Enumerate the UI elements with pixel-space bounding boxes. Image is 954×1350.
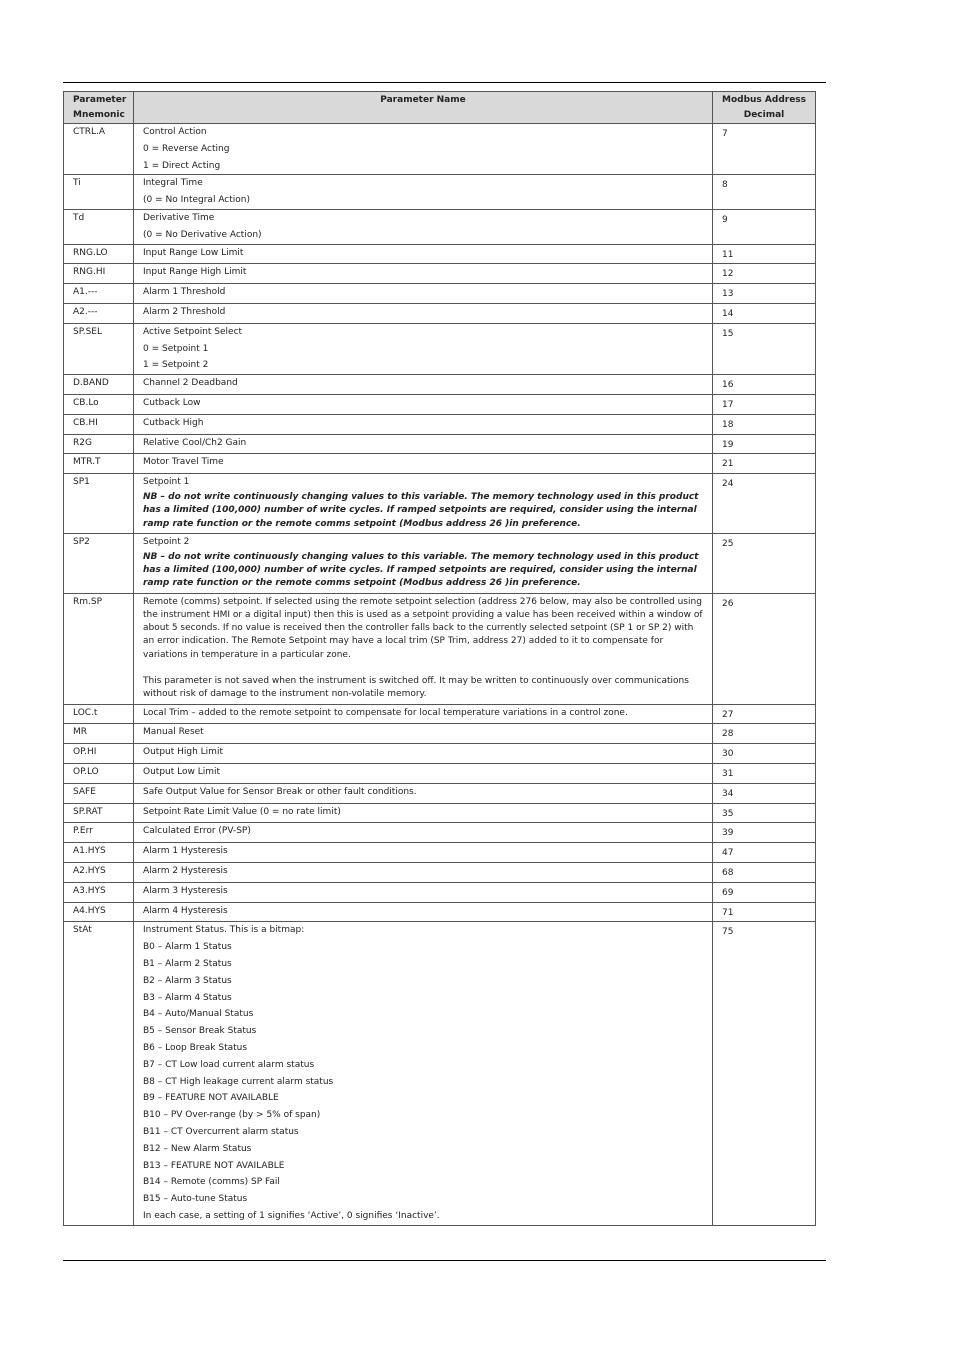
parameter-mnemonic: R2G [64,434,134,454]
table-header-row [64,92,816,124]
modbus-address: 75 [713,922,816,1225]
parameter-name [134,303,713,323]
parameter-mnemonic: SP1 [64,474,134,534]
parameter-name-line: Local Trim – added to the remote setpoint to compensate for local temperature variations in a control zone. [143,707,628,718]
table-row [64,803,816,823]
parameter-mnemonic: CTRL.A [64,124,134,175]
parameter-mnemonic: RNG.LO [64,244,134,264]
parameter-mnemonic: Ti [64,175,134,210]
table-row [64,474,816,534]
parameter-mnemonic: SP2 [64,533,134,593]
parameter-name-line: B7 – CT Low load current alarm status [143,1059,315,1070]
parameter-name-line: Cutback High [143,417,204,428]
parameter-mnemonic: Td [64,209,134,244]
parameter-mnemonic: SAFE [64,783,134,803]
modbus-address: 24 [713,474,816,534]
parameter-description-note: This parameter is not saved when the instrument is switched off. It may be written to continuously over communications without risk of damage to the instrument non-volatile memory. [143,676,689,700]
table-row [64,763,816,783]
table-row [64,882,816,902]
modbus-address: 18 [713,414,816,434]
table-row [64,303,816,323]
header-parameter-name: Parameter Name [134,92,713,124]
table-row [64,244,816,264]
modbus-address: 21 [713,454,816,474]
parameter-name-line: Manual Reset [143,727,204,738]
parameter-mnemonic: RNG.HI [64,264,134,284]
parameter-name-line: 0 = Setpoint 1 [143,343,209,354]
table-row [64,209,816,244]
parameter-name-line: Motor Travel Time [143,457,224,468]
modbus-address: 31 [713,763,816,783]
footer-rule [63,1260,826,1261]
table-row [64,704,816,724]
parameter-name-line: Control Action [143,127,207,137]
modbus-address: 17 [713,394,816,414]
parameter-name-line: Integral Time [143,178,203,189]
parameter-mnemonic: CB.HI [64,414,134,434]
parameter-name-line: B2 – Alarm 3 Status [143,975,232,986]
parameter-name-line: Alarm 1 Hysteresis [143,846,228,857]
table-row [64,922,816,1225]
write-cycle-warning-note: NB – do not write continuously changing values to this variable. The memory technology used in this product has a limited (100,000) number of write cycles. If ramped setpoints are required, consider using the internal ramp rate function or the remote comms setpoint (Modbus address 26 )in preference. [143,551,699,589]
modbus-address: 69 [713,882,816,902]
table-row [64,454,816,474]
parameter-name-line: Active Setpoint Select [143,326,243,337]
parameter-name-line: Cutback Low [143,397,201,408]
parameter-name [134,744,713,764]
parameter-name-line: Output High Limit [143,747,223,758]
parameter-name [134,803,713,823]
parameter-mnemonic: SP.RAT [64,803,134,823]
parameter-name-line: B4 – Auto/Manual Status [143,1009,254,1020]
parameter-name [134,763,713,783]
modbus-address: 39 [713,823,816,843]
parameter-name [134,593,713,704]
table-row [64,593,816,704]
modbus-parameter-table [63,91,816,1226]
parameter-name-line: (0 = No Integral Action) [143,195,251,206]
parameter-name [134,375,713,395]
parameter-mnemonic: OP.HI [64,744,134,764]
modbus-address: 30 [713,744,816,764]
table-row [64,724,816,744]
parameter-name-line: Setpoint 1 [143,477,190,488]
parameter-mnemonic: A1.HYS [64,843,134,863]
parameter-mnemonic: D.BAND [64,375,134,395]
parameter-name-line: Instrument Status. This is a bitmap: [143,925,305,936]
parameter-name [134,394,713,414]
parameter-name-line: B10 – PV Over-range (by > 5% of span) [143,1110,321,1121]
parameter-name-line: (0 = No Derivative Action) [143,229,262,240]
parameter-mnemonic: Rm.SP [64,593,134,704]
parameter-name-line: Alarm 2 Threshold [143,306,226,317]
parameter-name [134,823,713,843]
table-row [64,284,816,304]
parameter-name [134,264,713,284]
modbus-address: 15 [713,323,816,374]
parameter-name-line: 1 = Setpoint 2 [143,360,209,371]
parameter-name [134,783,713,803]
table-row [64,862,816,882]
parameter-name-line: Channel 2 Deadband [143,378,238,389]
modbus-address: 8 [713,175,816,210]
table-row [64,783,816,803]
parameter-mnemonic: A4.HYS [64,902,134,922]
parameter-mnemonic: MTR.T [64,454,134,474]
parameter-name-line: Alarm 1 Threshold [143,287,226,298]
table-row [64,394,816,414]
modbus-address: 14 [713,303,816,323]
parameter-name-line: B11 – CT Overcurrent alarm status [143,1126,299,1137]
table-row [64,843,816,863]
modbus-address: 11 [713,244,816,264]
table-row [64,264,816,284]
table-row [64,533,816,593]
modbus-address: 13 [713,284,816,304]
parameter-name-line: In each case, a setting of 1 signifies ‘Active’, 0 signifies ‘Inactive’. [143,1210,440,1221]
parameter-mnemonic: P.Err [64,823,134,843]
modbus-address: 68 [713,862,816,882]
table-row [64,175,816,210]
parameter-name-line: Setpoint 2 [143,536,190,547]
table-row [64,124,816,175]
parameter-name [134,533,713,593]
parameter-mnemonic: A2.--- [64,303,134,323]
parameter-mnemonic: SP.SEL [64,323,134,374]
parameter-name-line: B8 – CT High leakage current alarm status [143,1076,334,1087]
parameter-name-line: 1 = Direct Acting [143,160,221,171]
parameter-name-line: Relative Cool/Ch2 Gain [143,437,247,448]
parameter-mnemonic: StAt [64,922,134,1225]
parameter-name [134,882,713,902]
header-modbus-address: Modbus Address Decimal [713,92,816,124]
parameter-name-line: B9 – FEATURE NOT AVAILABLE [143,1093,279,1104]
parameter-name-line: Input Range High Limit [143,267,247,278]
table-row [64,323,816,374]
table-row [64,434,816,454]
modbus-address: 35 [713,803,816,823]
modbus-address: 9 [713,209,816,244]
parameter-mnemonic: MR [64,724,134,744]
modbus-address: 12 [713,264,816,284]
parameter-mnemonic: LOC.t [64,704,134,724]
modbus-address: 27 [713,704,816,724]
parameter-name-line: Setpoint Rate Limit Value (0 = no rate limit) [143,806,341,817]
parameter-name [134,284,713,304]
parameter-name [134,124,713,175]
parameter-name [134,704,713,724]
parameter-name-line: Alarm 2 Hysteresis [143,865,228,876]
table-row [64,744,816,764]
parameter-name [134,862,713,882]
parameter-description: Remote (comms) setpoint. If selected using the remote setpoint selection (address 276 below, may also be controlled using the instrument HMI or a digital input) then this is used as a setpoint providing a value has been received within a window of about 5 seconds. If no value is received then the controller falls back to the currently selected setpoint (SP 1 or SP 2) with an error indication. The Remote Setpoint may have a local trim (SP Trim, address 27) added to it to compensate for variations in temperature in a particular zone. [143,596,703,660]
table-row [64,414,816,434]
parameter-name-line: B1 – Alarm 2 Status [143,958,232,969]
parameter-name-line: B14 – Remote (comms) SP Fail [143,1177,280,1188]
parameter-name [134,323,713,374]
parameter-name [134,434,713,454]
parameter-name-line: Calculated Error (PV-SP) [143,826,251,837]
parameter-name [134,902,713,922]
modbus-address: 34 [713,783,816,803]
parameter-mnemonic: OP.LO [64,763,134,783]
parameter-mnemonic: CB.Lo [64,394,134,414]
parameter-name-line: B0 – Alarm 1 Status [143,942,232,953]
parameter-mnemonic: A2.HYS [64,862,134,882]
parameter-name-line: Input Range Low Limit [143,247,244,258]
parameter-mnemonic: A1.--- [64,284,134,304]
parameter-name [134,474,713,534]
modbus-address: 71 [713,902,816,922]
modbus-address: 19 [713,434,816,454]
parameter-name-line: Alarm 3 Hysteresis [143,885,228,896]
parameter-name-line: Alarm 4 Hysteresis [143,905,228,916]
parameter-name [134,454,713,474]
parameter-name [134,175,713,210]
parameter-name [134,843,713,863]
parameter-name [134,244,713,264]
parameter-name [134,209,713,244]
parameter-name-line: B13 – FEATURE NOT AVAILABLE [143,1160,285,1171]
modbus-address: 26 [713,593,816,704]
parameter-name [134,414,713,434]
parameter-name-line: Output Low Limit [143,766,221,777]
modbus-address: 7 [713,124,816,175]
parameter-mnemonic: A3.HYS [64,882,134,902]
parameter-name [134,922,713,1225]
parameter-name-line: Derivative Time [143,212,215,223]
modbus-address: 16 [713,375,816,395]
parameter-name-line: 0 = Reverse Acting [143,143,230,154]
table-row [64,375,816,395]
table-row [64,902,816,922]
parameter-name-line: B6 – Loop Break Status [143,1042,248,1053]
modbus-address: 25 [713,533,816,593]
write-cycle-warning-note: NB – do not write continuously changing values to this variable. The memory technology used in this product has a limited (100,000) number of write cycles. If ramped setpoints are required, consider using the internal ramp rate function or the remote comms setpoint (Modbus address 26 )in preference. [143,491,699,529]
table-row [64,823,816,843]
header-rule [63,82,826,83]
parameter-name-line: B5 – Sensor Break Status [143,1026,257,1037]
parameter-name-line: B15 – Auto-tune Status [143,1194,248,1205]
modbus-address: 47 [713,843,816,863]
parameter-name-line: B12 – New Alarm Status [143,1143,252,1154]
parameter-name [134,724,713,744]
parameter-name-line: B3 – Alarm 4 Status [143,992,232,1003]
header-mnemonic: Parameter Mnemonic [64,92,134,124]
parameter-name-line: Safe Output Value for Sensor Break or other fault conditions. [143,786,417,797]
modbus-address: 28 [713,724,816,744]
